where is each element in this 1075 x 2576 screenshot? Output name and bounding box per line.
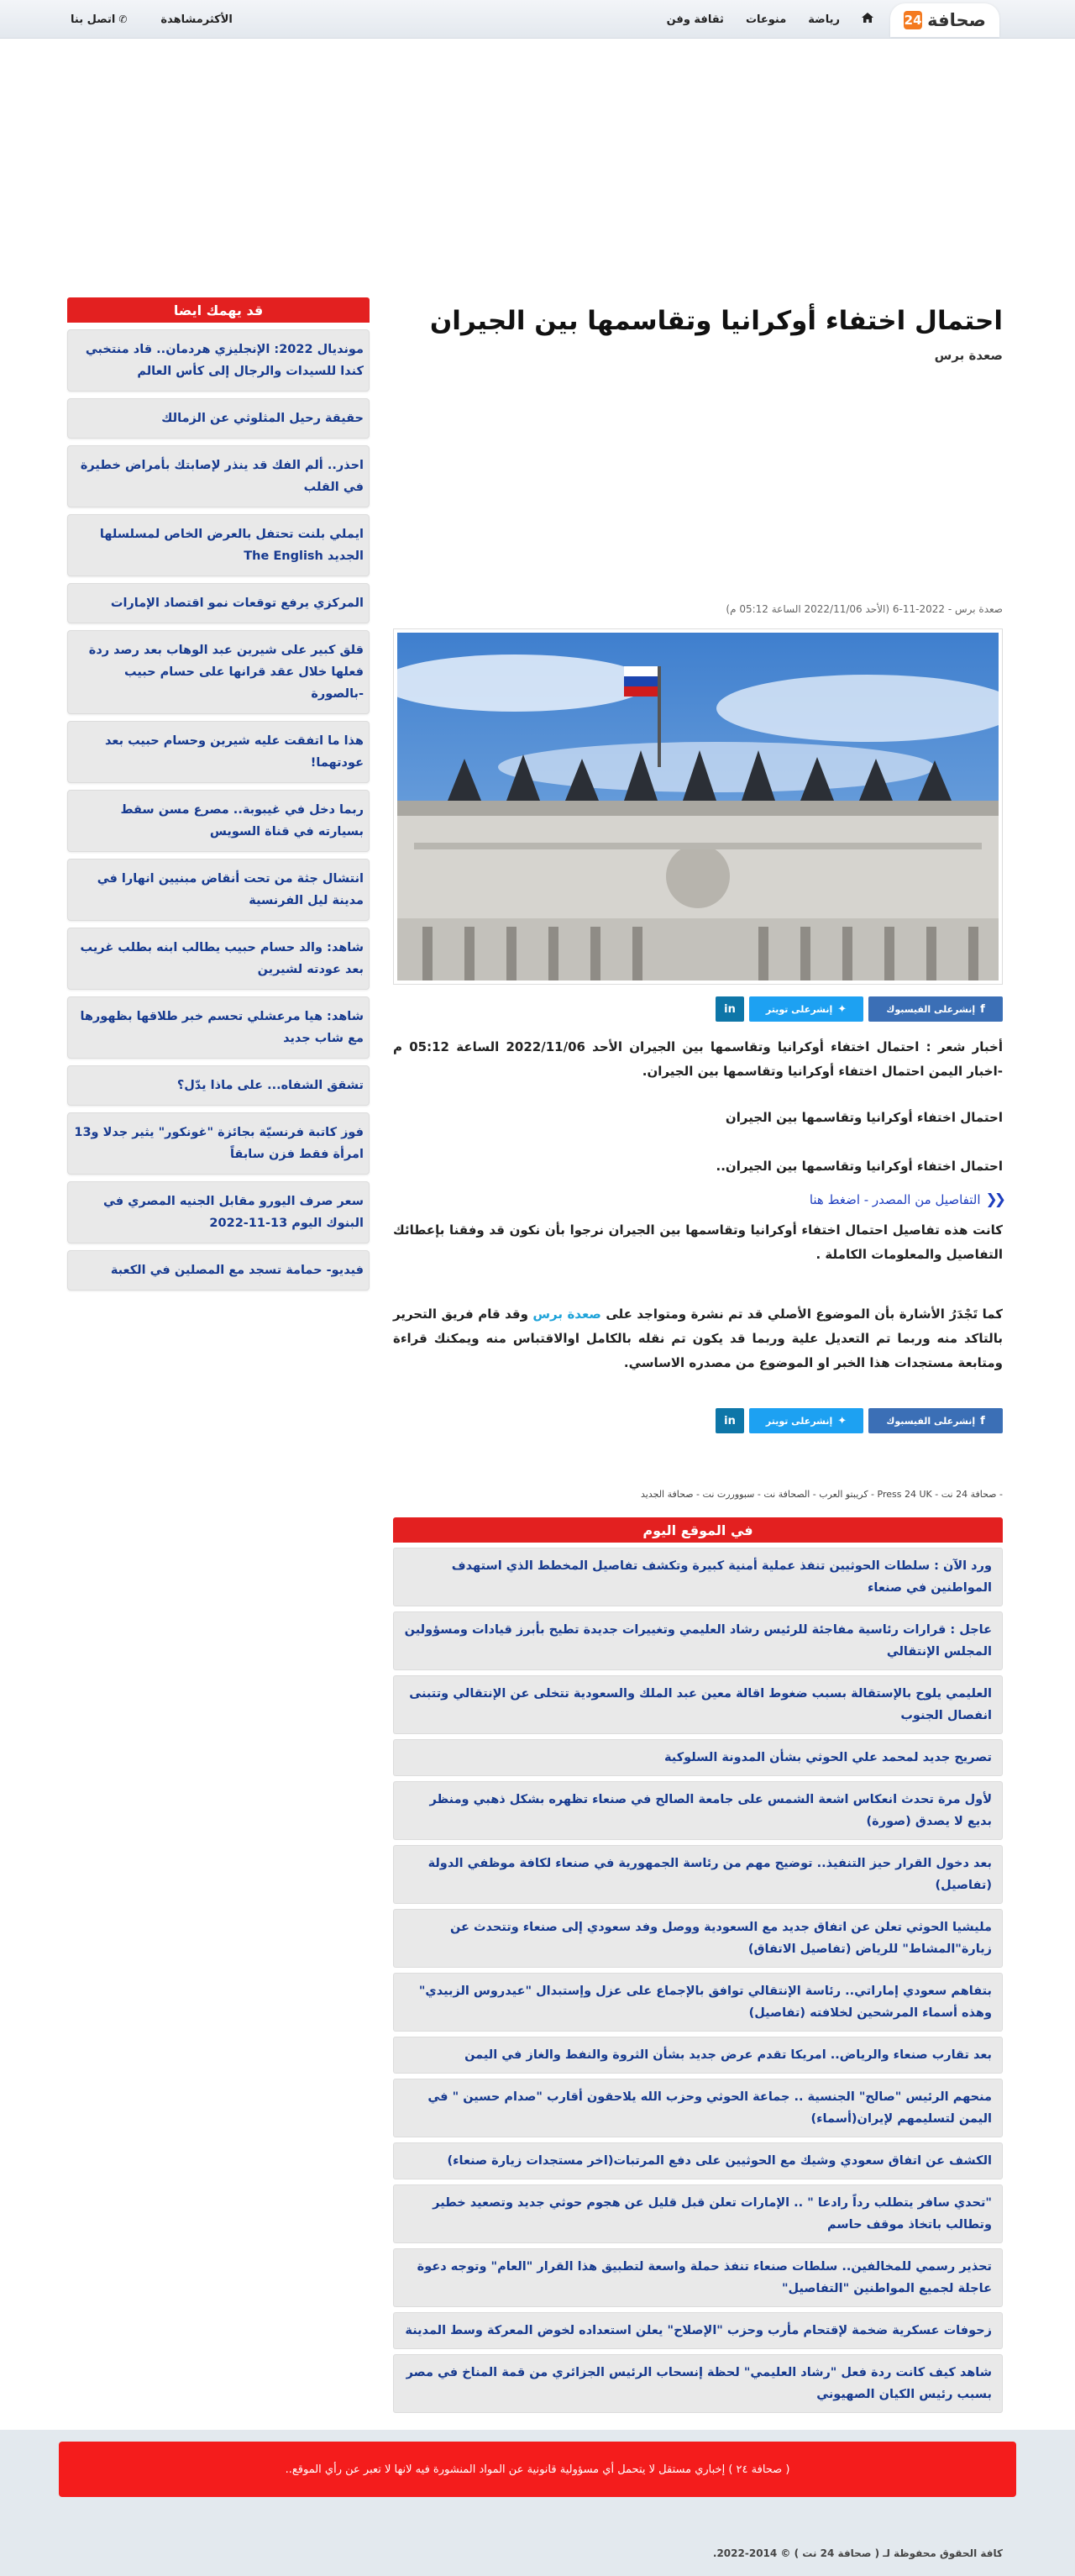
article-title: احتمال اختفاء أوكرانيا وتقاسمها بين الجيران: [429, 306, 1003, 336]
logo-text: صحافة: [927, 10, 986, 30]
today-item[interactable]: منحهم الرئيس "صالح" الجنسية .. جماعة الحوثي وحزب الله يلاحقون أقارب "صدام حسين " في اليمن لتسليمهم لإيران(أسماء): [393, 2079, 1003, 2137]
phone-icon: ✆: [118, 13, 128, 25]
related-sites-line: - صحافة 24 نت - Press 24 UK - كريبتو العرب - الصحافة نت - سبووررت نت - صحافة الجديد: [641, 1489, 1003, 1500]
home-icon: [862, 13, 873, 23]
today-item[interactable]: بتفاهم سعودي إماراتي.. رئاسة الإنتقالي توافق بالإجماع على عزل وإستبدال "عيدروس الزبيدي" وهذه أسماء المرشحين لخلافته (تفاصيل): [393, 1973, 1003, 2032]
sidebar-item[interactable]: مونديال 2022: الإنجليزي هردمان.. قاد منتخبي كندا للسيدات والرجال إلى كأس العالم: [67, 329, 370, 392]
sidebar-item[interactable]: ربما دخل في غيبوبة.. مصرع مسن سقط بسيارته في قناة السويس: [67, 790, 370, 852]
sidebar-item[interactable]: حقيقة رحيل المثلوثي عن الزمالك: [67, 398, 370, 439]
nav-item-most-viewed[interactable]: الأكثرمشاهدة: [160, 13, 233, 26]
today-on-site: [393, 1517, 1003, 2413]
nav-item-sports[interactable]: رياضة: [808, 13, 840, 26]
share-linkedin-button[interactable]: [716, 996, 744, 1022]
share-twitter-button[interactable]: [749, 1408, 863, 1433]
share-facebook-label: إنشرعلى الفيسبوك: [886, 1003, 976, 1015]
share-buttons-bottom: [716, 1408, 1003, 1433]
logo-badge: 24: [904, 13, 922, 28]
share-twitter-button[interactable]: [749, 996, 863, 1022]
sidebar-item[interactable]: تشقق الشفاه... على ماذا يدّل؟: [67, 1065, 370, 1106]
twitter-icon: ✦: [837, 1414, 847, 1427]
footer-disclaimer: ( صحافة ٢٤ ) إخباري مستقل لا يتحمل أي مسؤولية قانونية عن المواد المنشورة فيه لانها لا تعبر عن رأي الموقع..: [59, 2442, 1016, 2497]
today-item[interactable]: تصريح جديد لمحمد علي الحوثي بشأن المدونة السلوكية: [393, 1739, 1003, 1776]
article-source: صعدة برس: [934, 348, 1003, 363]
source-link[interactable]: [810, 1191, 1003, 1208]
today-item[interactable]: مليشيا الحوثي تعلن عن اتفاق جديد مع السعودية ووصل وفد سعودي إلى صنعاء وتتحدث عن زيارة"المشاط" للرياض (تفاصيل الاتفاق): [393, 1909, 1003, 1968]
site-logo[interactable]: [890, 3, 999, 37]
article-image: [393, 628, 1003, 985]
share-buttons-top: [716, 996, 1003, 1022]
sidebar-item[interactable]: شاهد: هيا مرعشلي تحسم خبر طلاقها بظهورها مع شاب جديد: [67, 996, 370, 1059]
today-item[interactable]: زحوفات عسكرية ضخمة لإقتحام مأرب وحزب "الإصلاح" يعلن استعداده لخوض المعركة وسط المدينة: [393, 2312, 1003, 2349]
copyright: كافة الحقوق محفوظة لـ ( صحافة 24 نت ) © 2014-2022.: [712, 2547, 1003, 2559]
source-name-link[interactable]: صعدة برس: [532, 1306, 601, 1322]
today-item[interactable]: شاهد كيف كانت ردة فعل "رشاد العليمي" لحظة إنسحاب الرئيس الجزائري من قمة المناخ في مصر بسبب رئيس الكيان الصهيوني: [393, 2354, 1003, 2413]
sidebar-item[interactable]: فوز كاتبة فرنسيّة بجائزة "غونكور" يثير جدلا و13 امرأة فقط فزن سابقاً: [67, 1112, 370, 1175]
twitter-icon: ✦: [837, 1002, 847, 1016]
article-paragraph-1: أخبار شعر : احتمال اختفاء أوكرانيا وتقاسمها بين الجيران الأحد 2022/11/06 الساعة 05:12 م -اخبار اليمن احتمال اختفاء أوكرانيا وتقاسمها بين الجيران.: [393, 1039, 1003, 1079]
contact-label: اتصل بنا: [71, 13, 116, 26]
sidebar-list: [67, 329, 370, 1291]
share-facebook-button[interactable]: [868, 996, 1003, 1022]
share-twitter-label: إنشرعلى تويتر: [765, 1003, 833, 1015]
today-item[interactable]: عاجل : قرارات رئاسية مفاجئة للرئيس رشاد العليمي وتغييرات جديدة تطيح بأبرز قيادات ومسؤولين المجلس الإنتقالي: [393, 1611, 1003, 1670]
today-heading: في الموقع اليوم: [393, 1517, 1003, 1543]
sidebar-item[interactable]: سعر صرف اليورو مقابل الجنيه المصري في البنوك اليوم 13-11-2022: [67, 1181, 370, 1243]
today-item[interactable]: الكشف عن اتفاق سعودي وشيك مع الحوثيين على دفع المرتبات(اخر مستجدات زيارة صنعاء): [393, 2142, 1003, 2179]
sidebar-heading: قد يهمك ايضا: [67, 297, 370, 323]
article-subheading-1: احتمال اختفاء أوكرانيا وتقاسمها بين الجيران: [725, 1110, 1003, 1125]
nav-item-culture[interactable]: ثقافة وفن: [666, 13, 724, 26]
linkedin-icon: in: [724, 1414, 736, 1427]
today-item[interactable]: تحذير رسمي للمخالفين.. سلطات صنعاء تنفذ حملة واسعة لتطبيق هذا القرار "العام" وتوجه دعوة عاجلة لجميع المواطنين "التفاصيل": [393, 2248, 1003, 2307]
linkedin-icon: in: [724, 1002, 736, 1016]
building-flag-illustration: [397, 633, 999, 980]
article-meta: صعدة برس - 2022-11-6 (الأحد 2022/11/06 الساعة 05:12 م): [726, 603, 1003, 615]
today-item[interactable]: "تحدي سافر يتطلب رداً رادعا " .. الإمارات تعلن قبل قليل عن هجوم حوثي جديد وتصعيد خطير وتطالب باتخاذ موقف حاسم: [393, 2184, 1003, 2243]
today-item[interactable]: بعد دخول القرار حيز التنفيذ.. توضيح مهم من رئاسة الجمهورية في صنعاء لكافة موظفي الدولة (تفاصيل): [393, 1845, 1003, 1904]
double-chevron-icon: ❮❮: [985, 1191, 1003, 1208]
nav-item-misc[interactable]: منوعات: [745, 13, 787, 26]
sidebar-related: [67, 297, 370, 1291]
sidebar-item[interactable]: احذر.. ألم الفك قد ينذر لإصابتك بأمراض خطيرة في القلب: [67, 445, 370, 507]
contact-link[interactable]: [71, 13, 127, 26]
sidebar-item[interactable]: هذا ما اتفقت عليه شيرين وحسام حبيب بعد عودتهما!: [67, 721, 370, 783]
today-item[interactable]: بعد تقارب صنعاء والرياض.. امريكا تقدم عرض جديد بشأن الثروة والنفط والغاز في اليمن: [393, 2037, 1003, 2074]
today-item[interactable]: العليمي يلوح بالإستقالة بسبب ضغوط اقالة معين عبد الملك والسعودية تتخلى عن الإنتقالي وتتبنى انفصال الجنوب: [393, 1675, 1003, 1734]
article-paragraph-2: كانت هذه تفاصيل احتمال اختفاء أوكرانيا وتقاسمها بين الجيران نرجوا بأن نكون قد وفقنا بإعطائك التفاصيل والمعلومات الكاملة .: [393, 1222, 1003, 1262]
sidebar-item[interactable]: قلق كبير على شيرين عبد الوهاب بعد رصد ردة فعلها خلال عقد قرانها على حسام حبيب -بالصورة: [67, 630, 370, 714]
sidebar-item[interactable]: ايملي بلنت تحتفل بالعرض الخاص لمسلسلها الجديد The English: [67, 514, 370, 576]
today-item[interactable]: لأول مرة تحدث انعكاس اشعة الشمس على جامعة الصالح في صنعاء تظهره بشكل ذهبي ومنظر بديع لا يصدق (صورة): [393, 1781, 1003, 1840]
sidebar-item[interactable]: المركزي يرفع توقعات نمو اقتصاد الإمارات: [67, 583, 370, 623]
facebook-icon: f: [980, 1002, 985, 1016]
footer: [0, 2430, 1075, 2576]
main-nav: [667, 0, 873, 39]
article-subheading-2: احتمال اختفاء أوكرانيا وتقاسمها بين الجيران..: [716, 1159, 1003, 1174]
share-linkedin-button[interactable]: [716, 1408, 744, 1433]
source-link-label: التفاصيل من المصدر - اضغط هنا: [809, 1192, 981, 1207]
share-facebook-label: إنشرعلى الفيسبوك: [886, 1415, 976, 1427]
today-item[interactable]: ورد الآن : سلطات الحوثيين تنفذ عملية أمنية كبيرة وتكشف تفاصيل المخطط الذي استهدف المواطنين في صنعاء: [393, 1548, 1003, 1606]
paragraph-3-end: وقد قام فريق التحرير بالتاكد منه وربما تم التعديل علية وربما قد يكون تم نقله بالكامل اوالاقتباس منه ويمكنك قراءة ومتابعة مستجدات هذا الخبر او الموضوع من مصدره الاساسي.: [393, 1306, 1003, 1370]
today-list: [393, 1548, 1003, 2413]
sidebar-item[interactable]: فيديو- حمامة تسجد مع المصلين في الكعبة: [67, 1250, 370, 1291]
home-link[interactable]: [862, 13, 873, 26]
paragraph-3-start: كما تَجْدَرُ الأشارة بأن الموضوع الأصلي قد تم نشرة ومتواجد على: [600, 1306, 1003, 1322]
sidebar-item[interactable]: انتشال جثة من تحت أنقاض مبنيين انهارا في مدينة ليل الفرنسية: [67, 859, 370, 921]
top-navbar: [0, 0, 1075, 39]
secondary-nav: [71, 0, 233, 39]
article-paragraph-3: [393, 1302, 1003, 1375]
sidebar-item[interactable]: شاهد: والد حسام حبيب يطالب ابنه بطلب غريب بعد عودته لشيرين: [67, 928, 370, 990]
share-twitter-label: إنشرعلى تويتر: [765, 1415, 833, 1427]
share-facebook-button[interactable]: [868, 1408, 1003, 1433]
facebook-icon: f: [980, 1414, 985, 1427]
